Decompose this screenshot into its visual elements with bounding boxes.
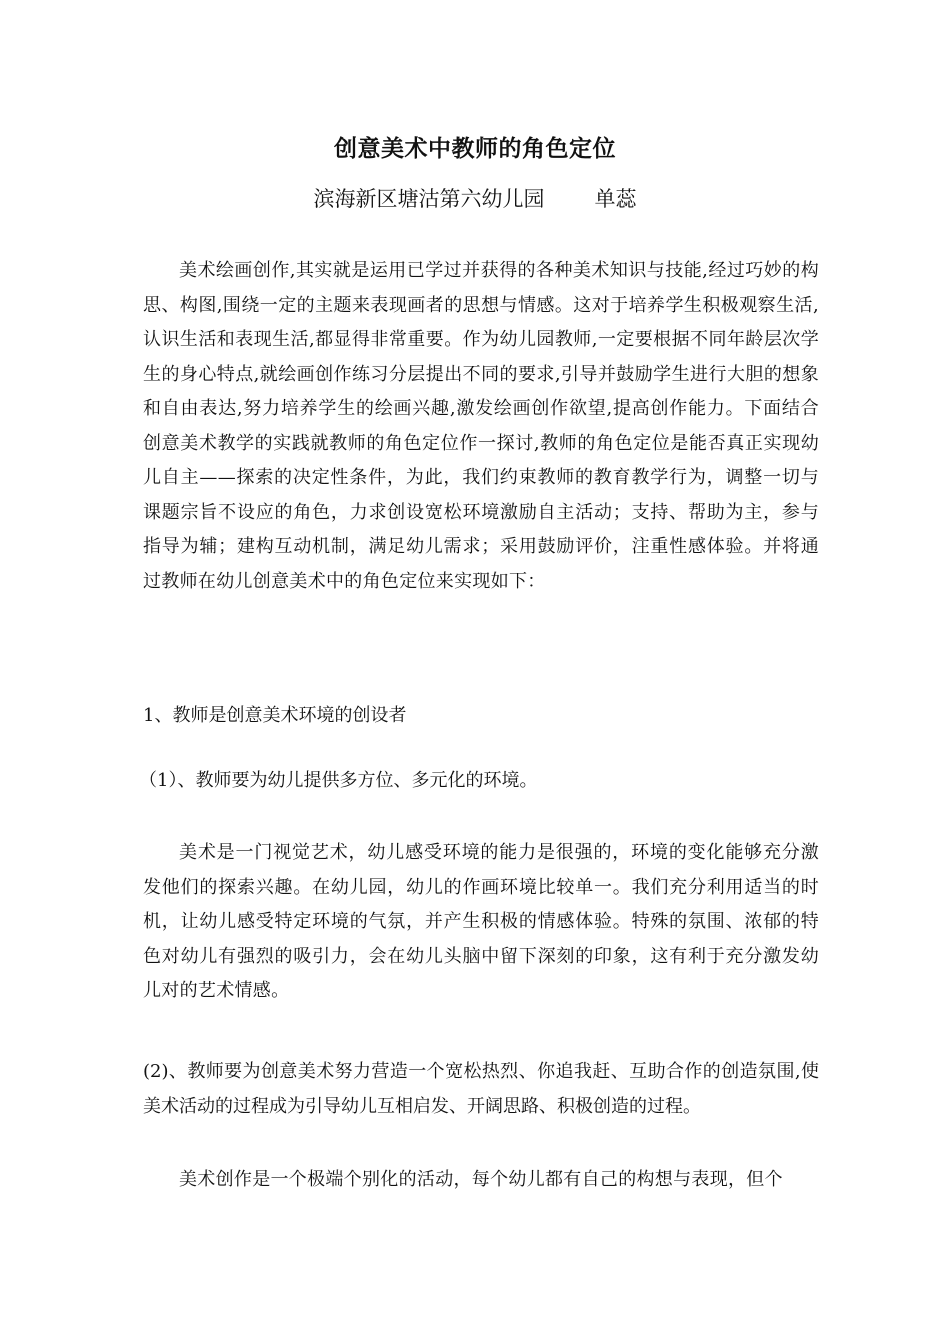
- document-title: 创意美术中教师的角色定位: [334, 136, 616, 162]
- subsection-heading-2: (2)、教师要为创意美术努力营造一个宽松热烈、你追我赶、互助合作的创造氛围,使美术活动的过程成为引导幼儿互相启发、开阔思路、积极创造的过程。: [143, 1061, 819, 1117]
- section-heading-1: 1、教师是创意美术环境的创设者: [143, 705, 407, 726]
- byline-organization: 滨海新区塘沽第六幼儿园: [313, 187, 545, 211]
- document-byline: [0, 184, 950, 214]
- byline-author: 单蕊: [594, 187, 637, 211]
- body-paragraph-creation: 美术创作是一个极端个别化的活动，每个幼儿都有自己的构想与表现，但个: [179, 1169, 783, 1190]
- body-paragraph-environment: 美术是一门视觉艺术，幼儿感受环境的能力是很强的，环境的变化能够充分激发他们的探索兴趣。在幼儿园，幼儿的作画环境比较单一。我们充分利用适当的时机，让幼儿感受特定环境的气氛，并产生积极的情感体验。特殊的氛围、浓郁的特色对幼儿有强烈的吸引力，会在幼儿头脑中留下深刻的印象，这有利于充分激发幼儿对的艺术情感。: [143, 842, 819, 1001]
- intro-paragraph: 美术绘画创作,其实就是运用已学过并获得的各种美术知识与技能,经过巧妙的构思、构图,围绕一定的主题来表现画者的思想与情感。这对于培养学生积极观察生活,认识生活和表现生活,都显得非常重要。作为幼儿园教师,一定要根据不同年龄层次学生的身心特点,就绘画创作练习分层提出不同的要求,引导并鼓励学生进行大胆的想象和自由表达,努力培养学生的绘画兴趣,激发绘画创作欲望,提高创作能力。下面结合创意美术教学的实践就教师的角色定位作一探讨,教师的角色定位是能否真正实现幼儿自主——探索的决定性条件，为此，我们约束教师的教育教学行为，调整一切与课题宗旨不设应的角色，力求创设宽松环境激励自主活动；支持、帮助为主，参与指导为辅；建构互动机制，满足幼儿需求；采用鼓励评价，注重性感体验。并将通过教师在幼儿创意美术中的角色定位来实现如下：: [143, 260, 819, 592]
- subsection-heading-1: （1）、教师要为幼儿提供多方位、多元化的环境。: [139, 770, 538, 791]
